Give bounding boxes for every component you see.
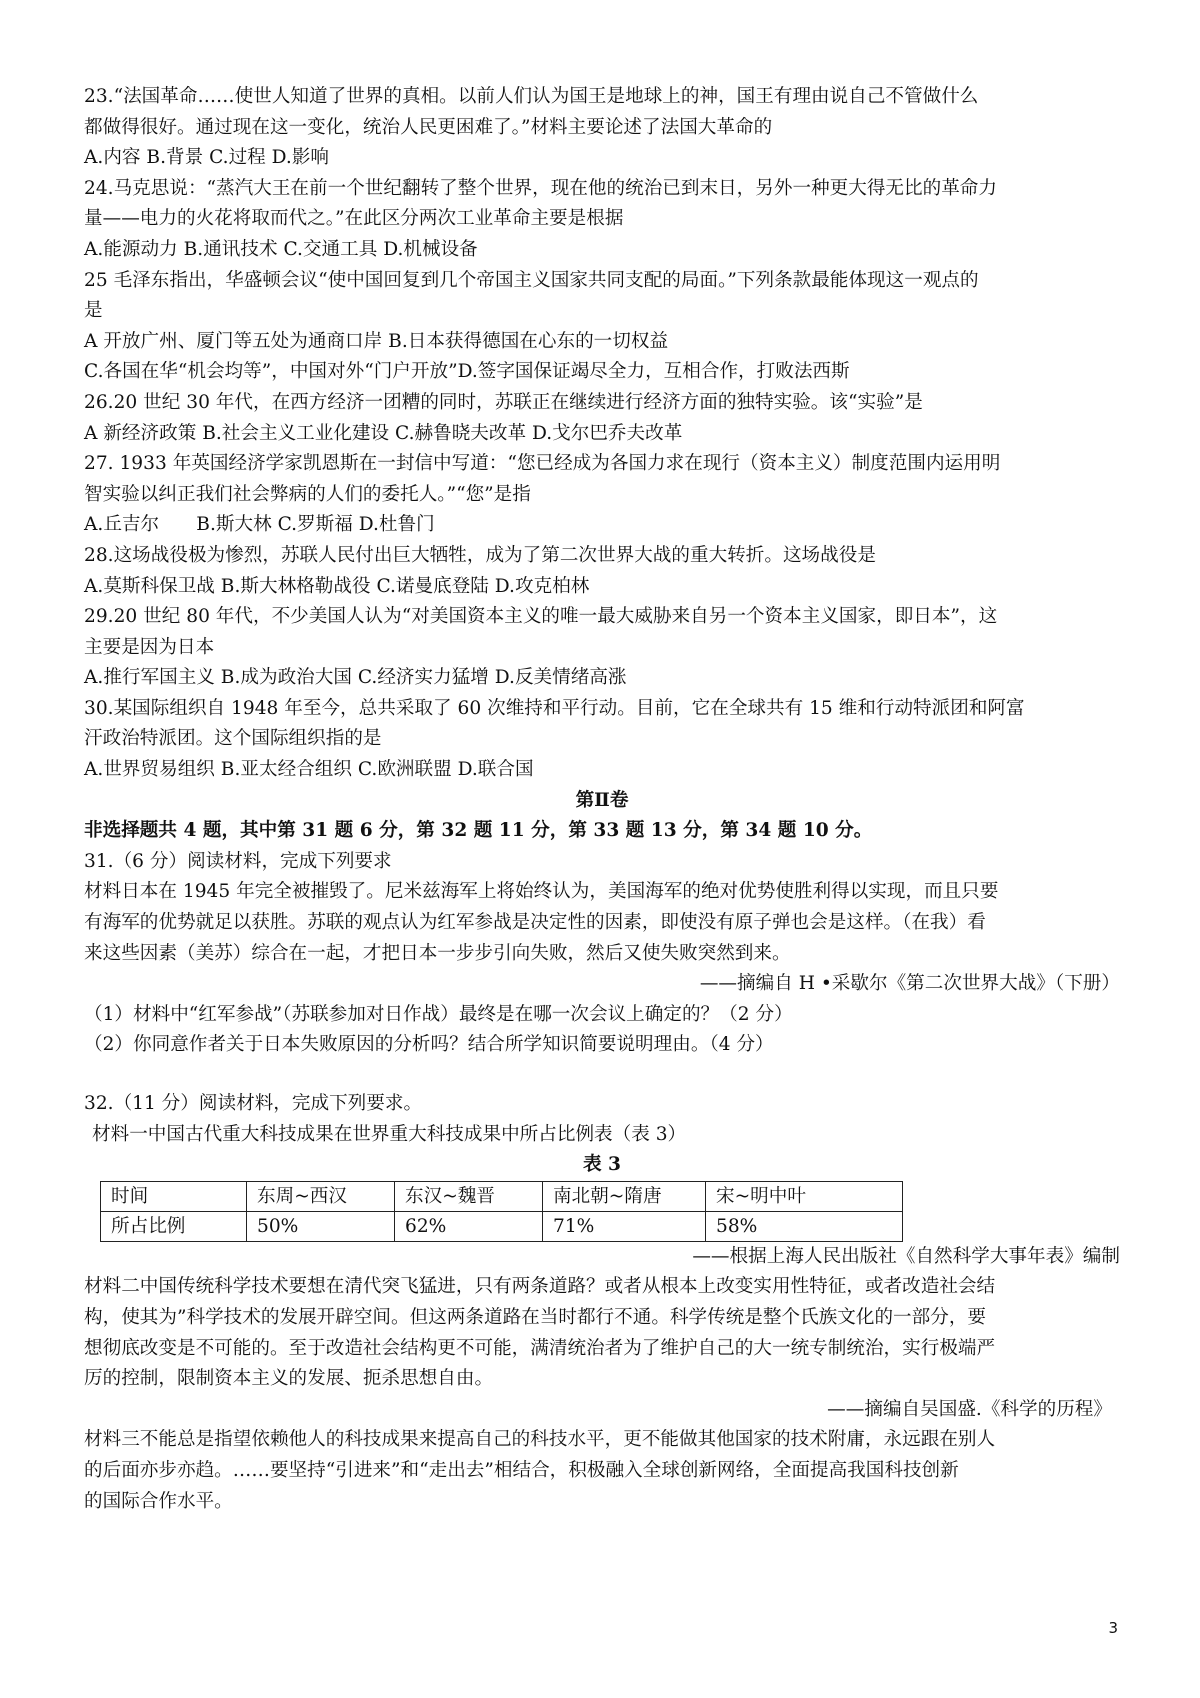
text-line: 25 毛泽东指出，华盛顿会议“使中国回复到几个帝国主义国家共同支配的局面。”下列条款最能体现这一观点的 (84, 269, 979, 291)
text-line: 是 (84, 300, 103, 322)
text-line: 材料一中国古代重大科技成果在世界重大科技成果中所占比例表（表 3） (92, 1123, 687, 1145)
table-cell: 东周~西汉 (247, 1181, 395, 1211)
text-line: 26.20 世纪 30 年代，在西方经济一团糟的同时，苏联正在继续进行经济方面的独特实验。该“实验”是 (84, 391, 923, 413)
text-line: 汗政治特派团。这个国际组织指的是 (84, 728, 382, 750)
text-line: 想彻底改变是不可能的。至于改造社会结构更不可能，满清统治者为了维护自己的大一统专制统治，实行极端严 (84, 1337, 996, 1359)
text-line: 28.这场战役极为惨烈，苏联人民付出巨大牺牲，成为了第二次世界大战的重大转折。这场战役是 (84, 544, 876, 566)
answer-options: A.世界贸易组织 B.亚太经合组织 C.欧洲联盟 D.联合国 (84, 759, 534, 781)
text-line: 量——电力的火花将取而代之。”在此区分两次工业革命主要是根据 (84, 208, 624, 230)
text-line: 的国际合作水平。 (84, 1490, 233, 1512)
answer-options: A.丘吉尔 B.斯大林 C.罗斯福 D.杜鲁门 (84, 514, 435, 536)
answer-options: A.能源动力 B.通讯技术 C.交通工具 D.机械设备 (84, 238, 478, 260)
table-header-row (101, 1181, 903, 1211)
text-line: 构，使其为”科学技术的发展开辟空间。但这两条道路在当时都行不通。科学传统是整个氏族文化的一部分，要 (84, 1306, 987, 1328)
text-line: 有海军的优势就足以获胜。苏联的观点认为红军参战是决定性的因素，即使没有原子弹也会是这样。（在我）看 (84, 912, 986, 934)
text-line: 27. 1933 年英国经济学家凯恩斯在一封信中写道：“您已经成为各国力求在现行（资本主义）制度范围内运用明 (84, 453, 1001, 475)
text-line: 来这些因素（美苏）综合在一起，才把日本一步步引向失败，然后又使失败突然到来。 (84, 942, 791, 964)
text-line: 30.某国际组织自 1948 年至今，总共采取了 60 次维持和平行动。目前，它在全球共有 15 维和行动特派团和阿富 (84, 697, 1025, 719)
table-cell: 宋~明中叶 (706, 1181, 903, 1211)
multiple-choice-section (84, 82, 1120, 786)
text-line: 都做得很好。通过现在这一变化，统治人民更困难了。”材料主要论述了法国大革命的 (84, 116, 773, 138)
data-table (100, 1181, 903, 1242)
source-citation: ——根据上海人民出版社《自然科学大事年表》编制 (692, 1245, 1120, 1267)
text-line: 材料二中国传统科学技术要想在清代突飞猛进，只有两条道路？或者从根本上改变实用性特征，或者改造社会结 (84, 1276, 996, 1298)
answer-options: A 开放广州、厦门等五处为通商口岸 B.日本获得德国在心东的一切权益 (84, 330, 669, 352)
table-cell: 62% (395, 1211, 543, 1241)
table-cell: 71% (543, 1211, 706, 1241)
text-line: 32.（11 分）阅读材料，完成下列要求。 (84, 1093, 423, 1114)
spacer (84, 1061, 1120, 1089)
answer-options: A 新经济政策 B.社会主义工业化建设 C.赫鲁晓夫改革 D.戈尔巴乔夫改革 (84, 422, 683, 444)
exam-page (84, 82, 1120, 1517)
text-line: 的后面亦步亦趋。……要坚持“引进来”和“走出去”相结合，积极融入全球创新网络，全面提高我国科技创新 (84, 1459, 959, 1481)
table-cell: 东汉~魏晋 (395, 1181, 543, 1211)
text-line: 智实验以纠正我们社会弊病的人们的委托人。”“您”是指 (84, 483, 531, 505)
section-note: 非选择题共 4 题，其中第 31 题 6 分，第 32 题 11 分，第 33 题 13 分，第 34 题 10 分。 (84, 820, 873, 842)
answer-options: A.内容 B.背景 C.过程 D.影响 (84, 147, 330, 169)
table-cell: 时间 (101, 1181, 247, 1211)
sub-question: （1）材料中“红军参战”（苏联参加对日作战）最终是在哪一次会议上确定的？（2 分） (84, 1003, 793, 1025)
table-title: 表 3 (582, 1154, 621, 1176)
table-row (101, 1211, 903, 1241)
sub-question: （2）你同意作者关于日本失败原因的分析吗？结合所学知识简要说明理由。（4 分） (84, 1034, 774, 1056)
table-cell: 50% (247, 1211, 395, 1241)
table-cell: 58% (706, 1211, 903, 1241)
table-cell: 南北朝~隋唐 (543, 1181, 706, 1211)
section-title: 第Ⅱ卷 (575, 789, 629, 811)
page-number: 3 (1108, 1619, 1118, 1637)
answer-options: C.各国在华“机会均等”，中国对外“门户开放”D.签字国保证竭尽全力，互相合作，打败法西斯 (84, 361, 850, 383)
question-31 (84, 847, 1120, 1061)
text-line: 31.（6 分）阅读材料，完成下列要求 (84, 850, 392, 872)
text-line: 主要是因为日本 (84, 636, 215, 658)
text-line: 29.20 世纪 80 年代，不少美国人认为“对美国资本主义的唯一最大威胁来自另一个资本主义国家，即日本”，这 (84, 606, 998, 628)
source-citation: ——摘编自 H •采歇尔《第二次世界大战》（下册） (699, 973, 1120, 995)
answer-options: A.莫斯科保卫战 B.斯大林格勒战役 C.诺曼底登陆 D.攻克柏林 (84, 575, 590, 597)
question-32 (84, 1089, 1120, 1517)
answer-options: A.推行军国主义 B.成为政治大国 C.经济实力猛增 D.反美情绪高涨 (84, 667, 627, 689)
text-line: 24.马克思说：“蒸汽大王在前一个世纪翻转了整个世界，现在他的统治已到末日，另外一种更大得无比的革命力 (84, 177, 997, 199)
source-citation: ——摘编自吴国盛.《科学的历程》 (827, 1398, 1112, 1420)
text-line: 材料三不能总是指望依赖他人的科技成果来提高自己的科技水平，更不能做其他国家的技术附庸，永远跟在别人 (84, 1429, 996, 1451)
table-cell: 所占比例 (101, 1211, 247, 1241)
text-line: 厉的控制，限制资本主义的发展、扼杀思想自由。 (84, 1368, 494, 1390)
text-line: 23.“法国革命……使世人知道了世界的真相。以前人们认为国王是地球上的神，国王有理由说自己不管做什么 (84, 86, 979, 107)
text-line: 材料日本在 1945 年完全被摧毁了。尼米兹海军上将始终认为，美国海军的绝对优势使胜利得以实现，而且只要 (84, 881, 999, 903)
